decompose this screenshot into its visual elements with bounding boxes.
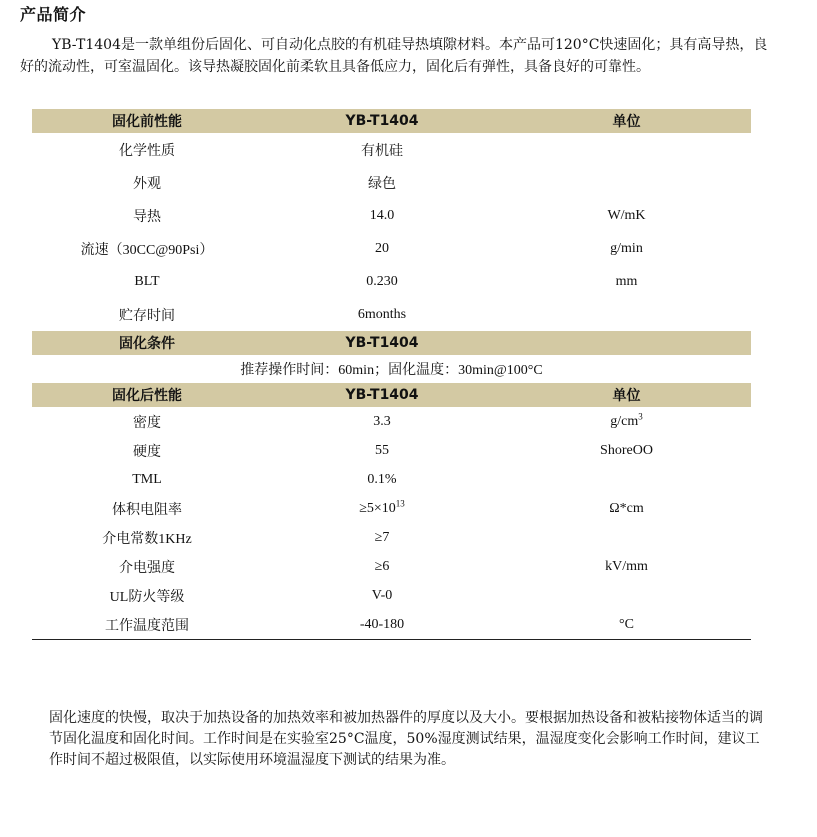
property-value: V-0: [371, 587, 393, 603]
property-value: 20: [375, 240, 389, 256]
table-row: [32, 232, 751, 265]
property-unit: Ω*cm: [609, 500, 644, 516]
property-name: 硬度: [133, 444, 161, 460]
property-value: 有机硅: [361, 143, 403, 159]
property-value: -40-180: [262, 610, 502, 640]
cure-conditions-header-property: 固化条件: [32, 331, 262, 355]
table-row: [32, 166, 751, 199]
property-name: 介电强度: [119, 560, 175, 576]
cure-conditions-text: 推荐操作时间：60min；固化温度：30min@100°C: [240, 363, 543, 378]
table-row: [32, 581, 751, 610]
table-row: [32, 465, 751, 494]
property-unit: mm: [615, 273, 638, 289]
spec-table: [32, 109, 751, 640]
property-unit: [502, 465, 751, 494]
property-value: 14.0: [369, 207, 395, 223]
table-row: [32, 199, 751, 232]
property-name: 工作温度范围: [32, 610, 262, 640]
property-name: 外观: [133, 176, 161, 192]
property-value: [262, 494, 502, 523]
property-value: 绿色: [368, 176, 396, 192]
property-name: 介电常数1KHz: [102, 531, 192, 547]
post-cure-header-property: 固化后性能: [32, 383, 262, 407]
property-name: BLT: [134, 273, 160, 289]
section-title: 产品简介: [20, 5, 87, 24]
property-name: 导热: [133, 209, 161, 225]
property-value: 6months: [357, 306, 407, 322]
property-unit: [502, 166, 751, 199]
table-row: [32, 436, 751, 465]
table-row: [32, 407, 751, 436]
property-unit: °C: [502, 610, 751, 640]
property-name: 流速（30CC@90Psi）: [80, 242, 214, 258]
property-unit: ShoreOO: [600, 442, 653, 458]
table-row: [32, 298, 751, 331]
property-name: 化学性质: [119, 143, 175, 159]
property-name: 体积电阻率: [112, 502, 182, 518]
pre-cure-header-property: 固化前性能: [32, 109, 262, 133]
property-name: 贮存时间: [119, 308, 175, 324]
table-row: [32, 133, 751, 166]
property-unit: [502, 133, 751, 166]
property-value: ≥6: [374, 558, 390, 574]
property-unit: [502, 581, 751, 610]
table-row: [32, 494, 751, 523]
pre-cure-header-row: [32, 109, 751, 133]
table-row: [32, 523, 751, 552]
unit-superscript: 3: [638, 410, 643, 421]
table-row: [32, 610, 751, 640]
product-intro: YB-T1404是一款单组份后固化、可自动化点胶的有机硅导热填隙材料。本产品可120°C快速固化；具有高导热，良好的流动性，可室温固化。该导热凝胶固化前柔软且具备低应力，固化后有弹性，具备良好的可靠性。: [20, 37, 768, 75]
property-name: UL防火等级: [109, 589, 185, 605]
property-unit: W/mK: [607, 207, 646, 223]
property-value: ≥7: [374, 529, 390, 545]
pre-cure-header-unit: 单位: [502, 109, 751, 133]
unit-base: g/cm: [610, 413, 639, 429]
table-row: [32, 552, 751, 581]
post-cure-header-product: YB-T1404: [262, 383, 502, 407]
table-row: [32, 265, 751, 298]
cure-conditions-row: [32, 355, 751, 383]
post-cure-header-unit: 单位: [502, 383, 751, 407]
property-name: 密度: [133, 415, 161, 431]
cure-speed-note: 固化速度的快慢，取决于加热设备的加热效率和被加热器件的厚度以及大小。要根据加热设备和被粘接物体适当的调节固化温度和固化时间。工作时间是在实验室25°C温度，50%湿度测试结果，温湿度变化会影响工作时间，建议工作时间不超过极限值，以实际使用环境温湿度下测试的结果为准。: [49, 710, 763, 768]
property-unit: [502, 298, 751, 331]
value-superscript: 13: [395, 497, 405, 508]
property-unit: kV/mm: [605, 558, 648, 574]
property-value: 55: [375, 442, 389, 458]
property-value: 0.1%: [367, 471, 397, 487]
property-name: TML: [132, 471, 162, 487]
property-value: 3.3: [373, 413, 391, 429]
property-unit: [502, 523, 751, 552]
value-base: ≥5×10: [359, 500, 396, 516]
pre-cure-header-product: YB-T1404: [262, 109, 502, 133]
property-value: 0.230: [366, 273, 398, 289]
cure-conditions-header-row: [32, 331, 751, 355]
post-cure-header-row: [32, 383, 751, 407]
property-unit: [502, 407, 751, 436]
cure-conditions-header-product: YB-T1404: [262, 331, 502, 355]
property-unit: g/min: [610, 240, 643, 256]
